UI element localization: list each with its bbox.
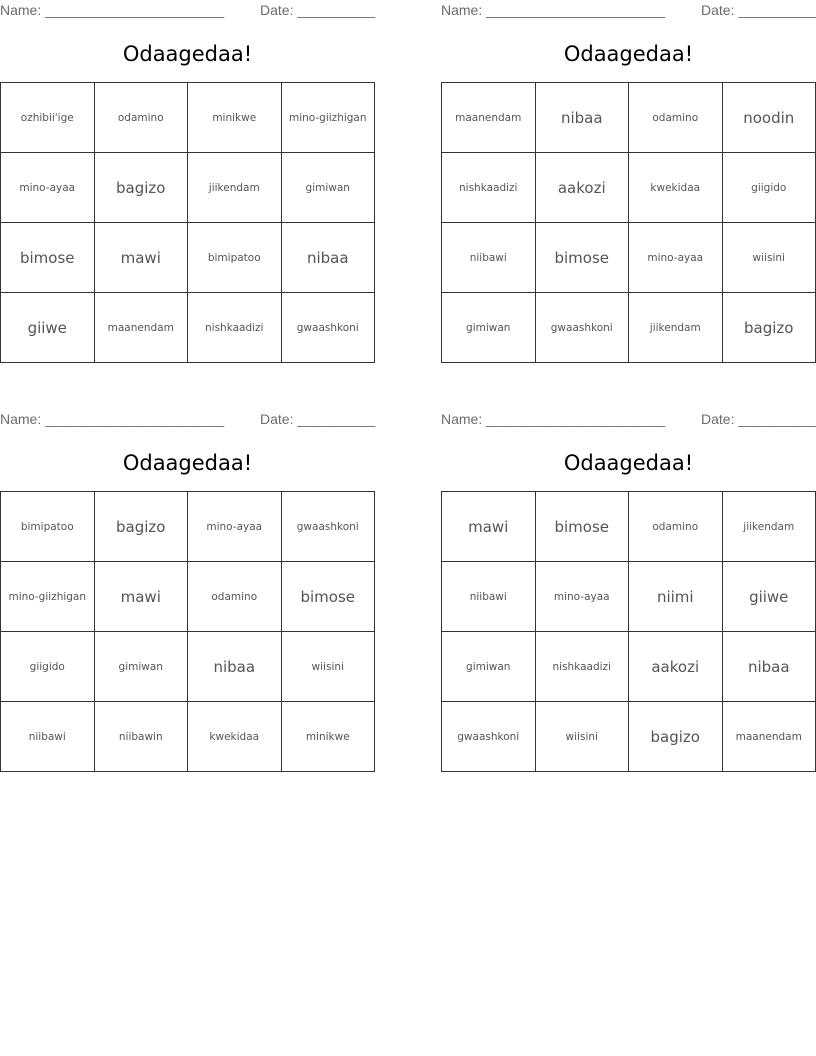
bingo-cell: gwaashkoni [281, 492, 375, 562]
bingo-card-4 [441, 409, 816, 772]
grid-row [1, 492, 375, 562]
grid-row [1, 223, 375, 293]
bingo-cell: aakozi [629, 632, 723, 702]
bingo-cell: bimose [1, 223, 95, 293]
bingo-cell: nibaa [281, 223, 375, 293]
date-field-label: Date: __________ [701, 411, 816, 427]
card-header [0, 0, 375, 20]
grid-row [442, 83, 816, 153]
bingo-cell: mino-giizhigan [281, 83, 375, 153]
bingo-cell: mawi [94, 562, 188, 632]
grid-row [442, 293, 816, 363]
bingo-cell: mawi [94, 223, 188, 293]
name-field-label: Name: _______________________ [0, 411, 225, 427]
card-title: Odaagedaa! [122, 451, 253, 475]
bingo-cell: odamino [94, 83, 188, 153]
bingo-cell: minikwe [281, 702, 375, 772]
card-header [441, 409, 816, 429]
bingo-cell: odamino [629, 492, 723, 562]
bingo-cell: nibaa [722, 632, 816, 702]
grid-row [442, 632, 816, 702]
bingo-cell: jiikendam [722, 492, 816, 562]
grid-row [1, 562, 375, 632]
bingo-cell: maanendam [722, 702, 816, 772]
bingo-card-3 [0, 409, 375, 772]
bingo-cell: gimiwan [94, 632, 188, 702]
bingo-cell: minikwe [188, 83, 282, 153]
bingo-cell: gimiwan [442, 293, 536, 363]
bingo-cell: gimiwan [281, 153, 375, 223]
bingo-cell: gwaashkoni [281, 293, 375, 363]
grid-row [1, 83, 375, 153]
bingo-cell: nibaa [188, 632, 282, 702]
bingo-cell: bimipatoo [1, 492, 95, 562]
grid-row [1, 153, 375, 223]
bingo-cell: niimi [629, 562, 723, 632]
grid-row [442, 562, 816, 632]
bingo-cell: odamino [629, 83, 723, 153]
bingo-cell: bimipatoo [188, 223, 282, 293]
bingo-cell: niibawi [1, 702, 95, 772]
bingo-cell: jiikendam [188, 153, 282, 223]
date-field-label: Date: __________ [701, 2, 816, 18]
bingo-cell: giigido [1, 632, 95, 702]
card-title: Odaagedaa! [563, 42, 694, 66]
name-field-label: Name: _______________________ [0, 2, 225, 18]
bingo-cell: niibawin [94, 702, 188, 772]
bingo-cell: bagizo [94, 153, 188, 223]
bingo-cell: gwaashkoni [442, 702, 536, 772]
date-field-label: Date: __________ [260, 411, 376, 427]
bingo-card-1 [0, 0, 375, 363]
bingo-grid [441, 82, 816, 363]
bingo-cell: jiikendam [629, 293, 723, 363]
grid-row [442, 153, 816, 223]
bingo-cell: niibawi [442, 223, 536, 293]
bingo-grid [441, 491, 816, 772]
bingo-cell: nibaa [535, 83, 629, 153]
bingo-cell: odamino [188, 562, 282, 632]
bingo-cell: nishkaadizi [535, 632, 629, 702]
grid-row [442, 702, 816, 772]
bingo-cell: wiisini [535, 702, 629, 772]
bingo-grid [0, 491, 375, 772]
bingo-cell: bimose [535, 223, 629, 293]
bingo-cell: giiwe [722, 562, 816, 632]
bingo-cell: bimose [281, 562, 375, 632]
bingo-cell: maanendam [94, 293, 188, 363]
bingo-cell: kwekidaa [188, 702, 282, 772]
bingo-cell: mino-giizhigan [1, 562, 95, 632]
bingo-cell: nishkaadizi [188, 293, 282, 363]
bingo-cell: giiwe [1, 293, 95, 363]
bingo-cell: giigido [722, 153, 816, 223]
bingo-cell: bagizo [94, 492, 188, 562]
bingo-cell: mino-ayaa [1, 153, 95, 223]
bingo-cell: maanendam [442, 83, 536, 153]
bingo-cell: kwekidaa [629, 153, 723, 223]
bingo-cell: wiisini [281, 632, 375, 702]
name-field-label: Name: _______________________ [441, 2, 666, 18]
grid-row [1, 702, 375, 772]
bingo-cell: noodin [722, 83, 816, 153]
bingo-cell: gwaashkoni [535, 293, 629, 363]
bingo-cell: ozhibii'ige [1, 83, 95, 153]
card-header [0, 409, 375, 429]
bingo-cell: wiisini [722, 223, 816, 293]
name-field-label: Name: _______________________ [441, 411, 666, 427]
bingo-cell: mino-ayaa [629, 223, 723, 293]
bingo-cell: bimose [535, 492, 629, 562]
grid-row [442, 223, 816, 293]
grid-row [442, 492, 816, 562]
bingo-cell: bagizo [629, 702, 723, 772]
bingo-cell: nishkaadizi [442, 153, 536, 223]
grid-row [1, 293, 375, 363]
date-field-label: Date: __________ [260, 2, 376, 18]
card-title: Odaagedaa! [563, 451, 694, 475]
bingo-cell: aakozi [535, 153, 629, 223]
bingo-cell: mino-ayaa [535, 562, 629, 632]
bingo-card-2 [441, 0, 816, 363]
bingo-grid [0, 82, 375, 363]
card-header [441, 0, 816, 20]
bingo-cell: mawi [442, 492, 536, 562]
bingo-cell: gimiwan [442, 632, 536, 702]
bingo-cell: niibawi [442, 562, 536, 632]
bingo-cell: bagizo [722, 293, 816, 363]
bingo-cell: mino-ayaa [188, 492, 282, 562]
card-title: Odaagedaa! [122, 42, 253, 66]
grid-row [1, 632, 375, 702]
